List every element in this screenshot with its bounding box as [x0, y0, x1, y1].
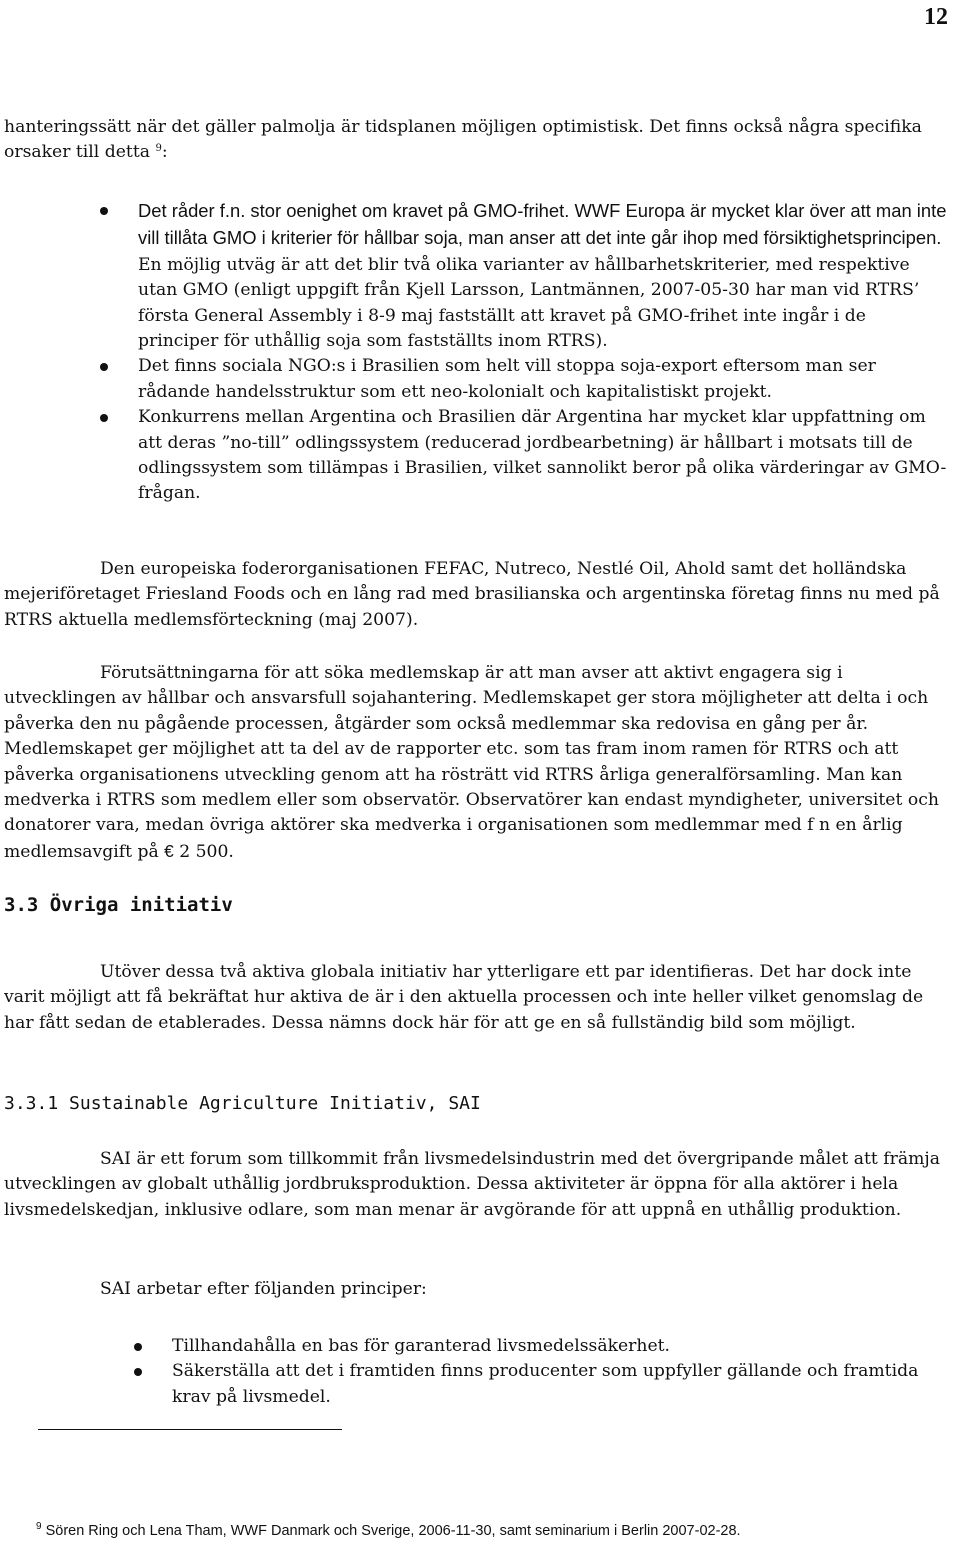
bullet-list-issues: [138, 198, 948, 507]
bullet-sai-1: Tillhandahålla en bas för garanterad livsmedelssäkerhet.: [172, 1336, 670, 1356]
intro-paragraph: [4, 115, 952, 166]
list-item: [138, 405, 948, 507]
intro-text: hanteringssätt när det gäller palmolja är tidsplanen möjligen optimistisk. Det finns också några specifika orsaker till detta: [4, 117, 922, 163]
paragraph-sai-principles-text: SAI arbetar efter följanden principer:: [100, 1279, 427, 1299]
bullet-gmo-serif: En möjlig utväg är att det blir två olika varianter av hållbarhetskriterier, med respektive utan GMO (enligt uppgift från Kjell Larsson, Lantmännen, 2007-05-30 har man vid RTRS’ första General Assembly i 8-9 maj fastställt att kravet på GMO-frihet inte ingår i de principer för uthållig soja som fastställts inom RTRS).: [138, 254, 920, 352]
paragraph-sai-text: SAI är ett forum som tillkommit från livsmedelsindustrin med det övergripande målet att främja utvecklingen av globalt uthållig jordbruksproduktion. Dessa aktiviteter är öppna för alla aktörer i hela livsmedelskedjan, inklusive odlare, som man menar är avgörande för att uppnå en uthållig produktion.: [4, 1149, 940, 1220]
footnote-text: Sören Ring och Lena Tham, WWF Danmark och Sverige, 2006-11-30, samt seminarium i Berlin 2007-02-28.: [41, 1523, 741, 1539]
intro-tail: :: [161, 142, 168, 163]
paragraph-ovriga-text: Utöver dessa två aktiva globala initiativ har ytterligare ett par identifieras. Det har dock inte varit möjligt att få bekräftat hur aktiva de är i den aktuella processen och inte heller vilket genomslag de har fått sedan de etablerades. Dessa nämns dock här för att ge en så fullständig bild som möjligt.: [4, 962, 924, 1033]
bullet-sai-2: Säkerställa att det i framtiden finns producenter som uppfyller gällande och framtida krav på livsmedel.: [172, 1361, 919, 1407]
bullet-konkurrens: Konkurrens mellan Argentina och Brasilien där Argentina har mycket klar uppfattning om att deras ”no-till” odlingssystem (reducerad jordbearbetning) är hållbart i motsats till de odlingssystem som tillämpas i Brasilien, vilket sannolikt beror på olika värderingar av GMO-frågan.: [138, 407, 947, 504]
paragraph-membership: [4, 661, 952, 865]
euro-symbol: €: [164, 840, 174, 861]
paragraph-ovriga: [4, 960, 952, 1036]
list-item: [138, 198, 948, 354]
page-number: 12: [924, 4, 948, 30]
paragraph-membership-text: Förutsättningarna för att söka medlemskap är att man avser att aktivt engagera sig i utvecklingen av hållbar och ansvarsfull sojahantering. Medlemskapet ger stora möjligheter att delta i och påverka den nu pågående processen, åtgärder som också medlemmar ska redovisa en gång per år. Medlemskapet ger möjlighet att ta del av de rapporter etc. som tas fram inom ramen för RTRS och att påverka organisationens utveckling genom att ha rösträtt vid RTRS årliga generalförsamling. Man kan medverka i RTRS som medlem eller som observatör. Observatörer kan endast myndigheter, universitet och donatorer vara, medan övriga aktörer ska medverka i organisationen som medlemmar med f n en årlig medlemsavgift på: [4, 663, 939, 862]
footnote: [36, 1521, 741, 1541]
paragraph-sai-principles: [4, 1277, 952, 1302]
bullet-icon: [134, 1368, 142, 1376]
list-item: [172, 1359, 932, 1410]
paragraph-fefac: [4, 557, 952, 633]
membership-amount: 2 500.: [173, 841, 234, 862]
bullet-ngo: Det finns sociala NGO:s i Brasilien som helt vill stoppa soja-export eftersom man ser rådande handelsstruktur som ett neo-kolonialt och kapitalistiskt projekt.: [138, 356, 876, 402]
bullet-icon: [134, 1343, 142, 1351]
heading-3-3-1: 3.3.1 Sustainable Agriculture Initiativ, SAI: [4, 1093, 481, 1114]
paragraph-fefac-text: Den europeiska foderorganisationen FEFAC, Nutreco, Nestlé Oil, Ahold samt det holländska mejeriföretaget Friesland Foods och en lång rad med brasilianska och argentinska företag finns nu med på RTRS aktuella medlemsförteckning (maj 2007).: [4, 559, 940, 630]
bullet-icon: [100, 363, 108, 371]
list-item: [172, 1334, 932, 1359]
list-item: [138, 354, 948, 405]
bullet-icon: [100, 207, 108, 215]
bullet-list-sai: [172, 1334, 932, 1410]
paragraph-sai: [4, 1147, 952, 1223]
heading-3-3: 3.3 Övriga initiativ: [4, 894, 233, 916]
footnote-number: 9: [36, 1521, 42, 1532]
bullet-gmo-sans: Det råder f.n. stor oenighet om kravet på GMO-frihet. WWF Europa är mycket klar över att man inte vill tillåta GMO i kriterier för hållbar soja, man anser att det inte går ihop med försiktighetsprincipen.: [138, 200, 947, 249]
bullet-icon: [100, 414, 108, 422]
footnote-divider: [38, 1429, 342, 1430]
footnote-ref: 9: [155, 143, 162, 155]
